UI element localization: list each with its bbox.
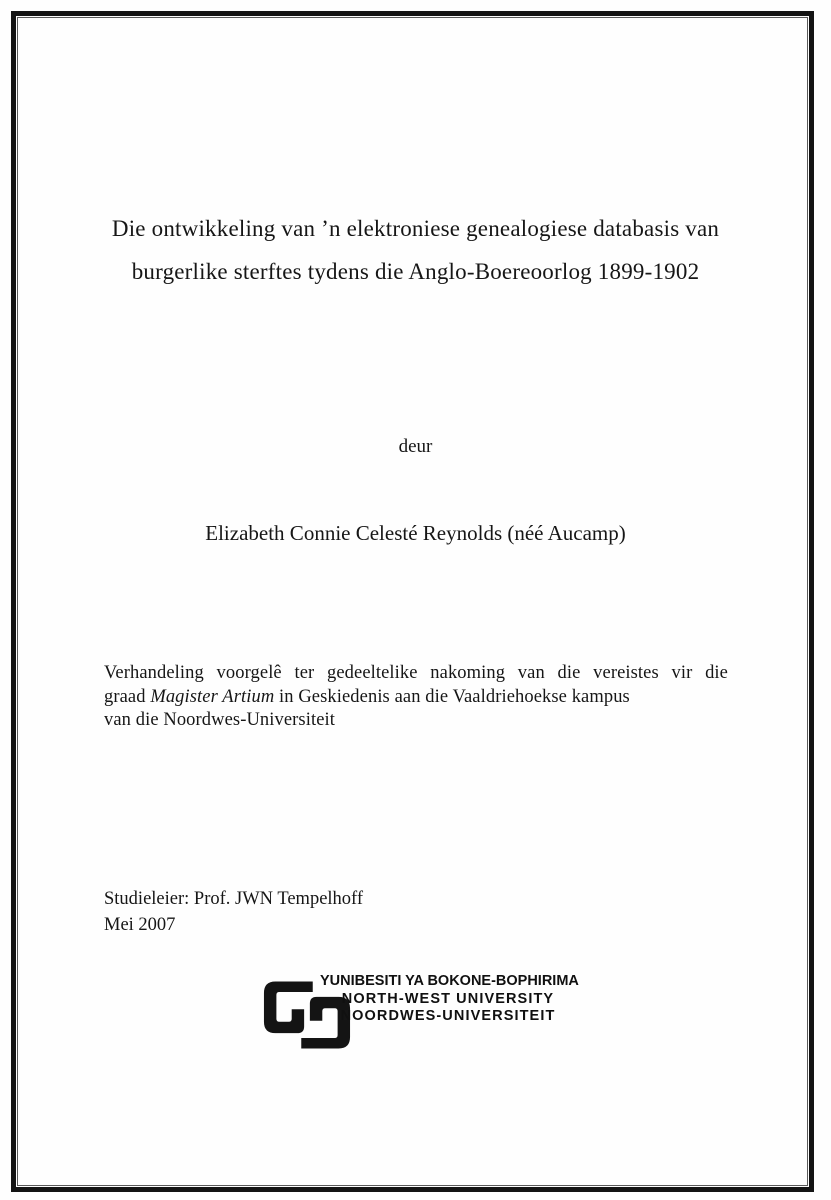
degree-statement-line2 [104,686,728,710]
nwu-logo-line2: NORTH-WEST UNIVERSITY [341,990,555,1007]
degree-statement [104,662,728,733]
thesis-title-line2: burgerlike sterftes tydens die Anglo-Boereoorlog 1899-1902 [131,259,700,284]
date-line: Mei 2007 [104,915,176,935]
supervisor-block [104,886,363,938]
byline-label: deur [398,436,433,457]
supervisor-line: Studieleier: Prof. JWN Tempelhoff [104,889,364,909]
nwu-logo-line3: NOORDWES-UNIVERSITEIT [340,1008,556,1024]
degree-statement-line2-pre: graad [104,686,151,707]
nwu-logo [256,969,586,1059]
thesis-title [70,207,761,293]
degree-statement-line1: Verhandeling voorgelê ter gedeeltelike nakoming van die vereistes vir die [104,663,728,683]
degree-name: Magister Artium [150,686,275,707]
degree-statement-line2-post: in Geskiedenis aan die Vaaldriehoekse kampus [274,686,630,707]
nwu-logo-wordmark [320,973,579,1026]
thesis-title-line1: Die ontwikkeling van ’n elektroniese genealogiese databasis van [111,216,720,241]
degree-statement-line3: van die Noordwes-Universiteit [104,710,336,730]
nwu-logo-line1: YUNIBESITI YA BOKONE-BOPHIRIMA [320,973,579,989]
author-name: Elizabeth Connie Celesté Reynolds (néé Aucamp) [205,521,626,545]
